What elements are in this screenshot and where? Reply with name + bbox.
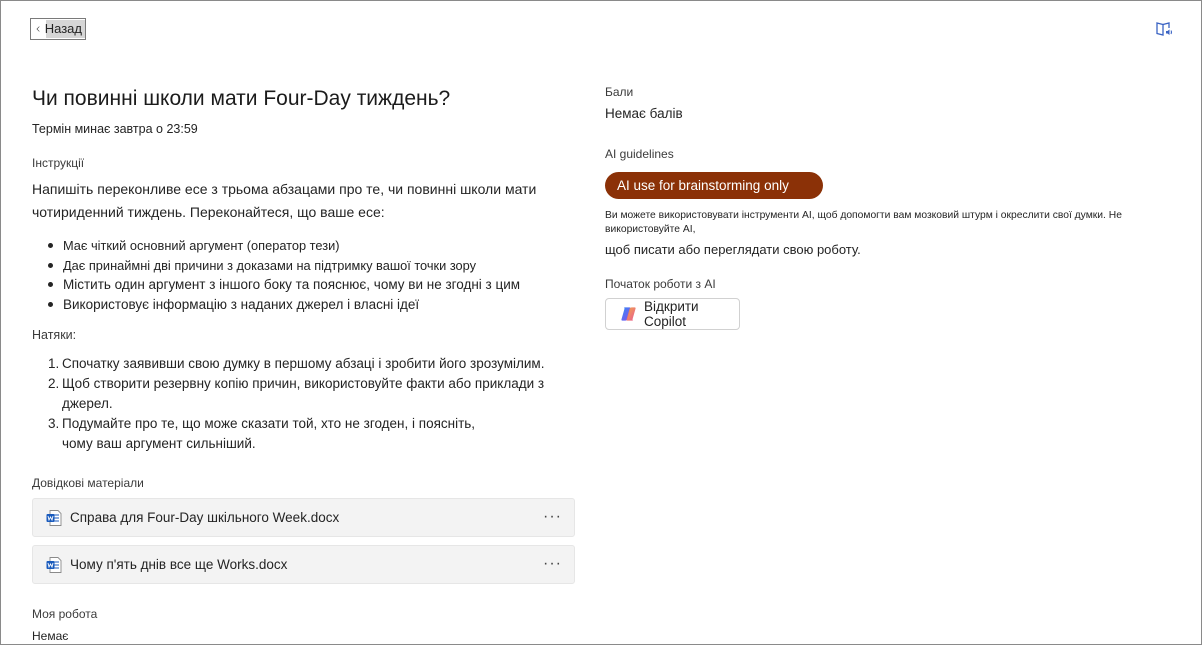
hints-label: Натяки: [32, 328, 77, 342]
list-item: Містить один аргумент з іншого боку та пояснює, чому ви не згодні з цим [48, 275, 577, 295]
points-label: Бали [605, 85, 634, 99]
file-name: Справа для Four-Day шкільного Week.docx [70, 510, 340, 525]
open-copilot-label: Відкрити Copilot [644, 299, 699, 329]
points-value: Немає балів [605, 106, 683, 121]
hint-text: Щоб створити резервну копію причин, використовуйте факти або приклади з джерел. [62, 376, 545, 411]
list-item: Має чіткий основний аргумент (оператор тези) [48, 236, 577, 256]
list-item [48, 374, 577, 414]
my-work-label: Моя робота [32, 607, 98, 621]
word-doc-icon [45, 509, 63, 527]
instructions-intro: Напишіть переконливе есе з трьома абзацами про те, чи повинні школи мати чотириденний тиждень. Переконайтеся, що ваше есе: [32, 181, 537, 220]
list-item: Використовує інформацію з наданих джерел і власні ідеї [48, 295, 577, 315]
chevron-left-icon [35, 22, 42, 36]
hint-number: 3. [48, 416, 60, 431]
list-item [48, 354, 577, 374]
hint-text: Подумайте про те, що може сказати той, хто не згоден, і поясніть, чому ваш аргумент сильніший. [62, 416, 476, 451]
more-options-button[interactable]: ··· [543, 555, 562, 572]
assignment-title: Чи повинні школи мати Four-Day тиждень? [32, 87, 451, 110]
back-button[interactable] [30, 18, 86, 40]
assignment-details [32, 87, 577, 643]
back-label: Назад [44, 21, 82, 36]
word-doc-icon [45, 556, 63, 574]
hint-text: Спочатку заявивши свою думку в першому абзаці і зробити його зрозумілим. [62, 356, 545, 371]
open-copilot-button[interactable] [605, 298, 740, 330]
ai-guidelines-label: AI guidelines [605, 147, 674, 161]
immersive-reader-icon[interactable] [1155, 20, 1173, 38]
list-item [48, 414, 498, 454]
list-item: Дає принаймні дві причини з доказами на підтримку вашої точки зору [48, 256, 577, 276]
assignment-sidebar [605, 85, 1165, 330]
hints-list [48, 354, 577, 454]
reference-file-card[interactable] [32, 498, 575, 537]
ai-guideline-badge: AI use for brainstorming only [605, 172, 823, 199]
reference-materials-label: Довідкові матеріали [32, 476, 144, 490]
due-date: Термін минає завтра о 23:59 [32, 122, 198, 136]
more-options-button[interactable]: ··· [543, 508, 562, 525]
reference-file-card[interactable] [32, 545, 575, 584]
hint-number: 2. [48, 376, 60, 391]
hint-number: 1. [48, 356, 60, 371]
instructions-label: Інструкції [32, 156, 85, 170]
instructions-bullets [48, 236, 577, 314]
ai-guideline-text: Ви можете використовувати інструменти AI, щоб допомогти вам мозковий штурм і окреслити свої думки. Не використовуйте AI, [605, 210, 1122, 235]
copilot-icon [620, 305, 637, 323]
back-label-highlight [46, 20, 85, 38]
my-work-value: Немає [32, 629, 69, 643]
start-with-ai-label: Початок роботи з AI [605, 277, 716, 291]
file-name: Чому п'ять днів все ще Works.docx [70, 557, 288, 572]
ai-guideline-text-continued: щоб писати або переглядати свою роботу. [605, 242, 861, 257]
